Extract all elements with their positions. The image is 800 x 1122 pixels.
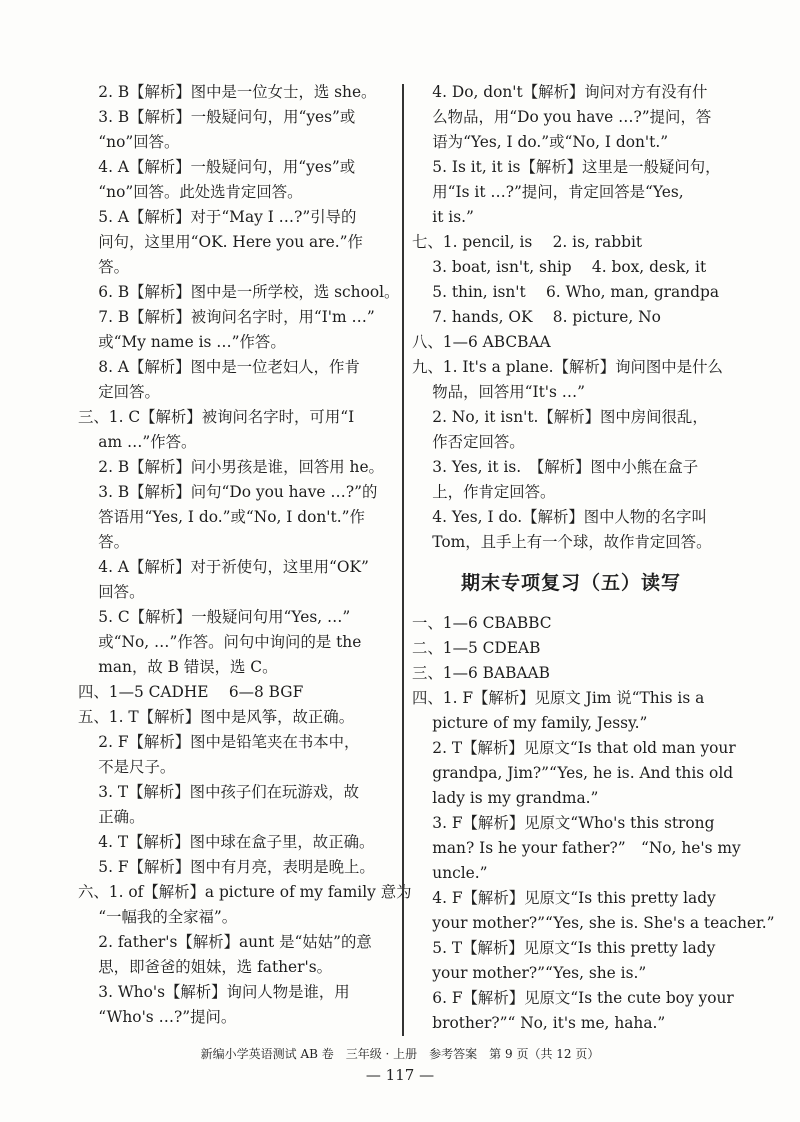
answer-line: 3. B【解析】一般疑问句，用“yes”或 (78, 108, 356, 126)
answer-line: 7. B【解析】被询问名字时，用“I'm …” (78, 308, 375, 326)
answer-line: 4. A【解析】对于祈使句，这里用“OK” (78, 558, 369, 576)
answer-line: 5. F【解析】图中有月亮，表明是晚上。 (78, 858, 375, 876)
answer-line: 四、1. F【解析】见原文 Jim 说“This is a (412, 689, 705, 707)
answer-line: 正确。 (78, 808, 145, 826)
answer-line: “Who's …?”提问。 (78, 1008, 237, 1026)
footer-info: 新编小学英语测试 AB 卷 三年级 · 上册 参考答案 第 9 页（共 12 页） (200, 1047, 600, 1061)
answer-line: lady is my grandma.” (412, 789, 599, 807)
answer-line: 7. hands, OK 8. picture, No (412, 308, 661, 326)
answer-line: 3. Yes, it is. 【解析】图中小熊在盒子 (412, 458, 699, 476)
answer-line: 4. F【解析】见原文“Is this pretty lady (412, 889, 716, 907)
section-heading: 期末专项复习（五）读写 (460, 572, 681, 594)
answer-line: “一幅我的全家福”。 (78, 908, 238, 926)
answer-line: 六、1. of【解析】a picture of my family 意为 (78, 883, 412, 901)
answer-line: 5. Is it, it is【解析】这里是一般疑问句， (412, 158, 721, 176)
answer-line: 5. T【解析】见原文“Is this pretty lady (412, 939, 716, 957)
answer-line: 3. T【解析】图中孩子们在玩游戏，故 (78, 783, 359, 801)
answer-line: 物品，回答用“It's …” (412, 383, 586, 401)
answer-line: 3. F【解析】见原文“Who's this strong (412, 814, 715, 832)
answer-line: your mother?”“Yes, she is. She's a teacher.” (412, 914, 775, 932)
answer-line: man，故 B 错误，选 C。 (78, 658, 278, 676)
answer-line: 七、1. pencil, is 2. is, rabbit (412, 233, 643, 251)
answer-line: “no”回答。此处选肯定回答。 (78, 183, 303, 201)
answer-line: 四、1—5 CADHE 6—8 BGF (78, 683, 304, 701)
answer-line: 3. B【解析】问句“Do you have …?”的 (78, 483, 378, 501)
answer-line: 不是尺子。 (78, 758, 176, 776)
answer-line: 上，作肯定回答。 (412, 483, 556, 501)
answer-line: 二、1—5 CDEAB (412, 639, 541, 657)
answer-line: “no”回答。 (78, 133, 180, 151)
left-column (78, 80, 412, 1030)
answer-line: 3. boat, isn't, ship 4. box, desk, it (412, 258, 707, 276)
answer-line: 2. F【解析】图中是铅笔夹在书本中， (78, 733, 360, 751)
answer-line: 问句，这里用“OK. Here you are.”作 (78, 233, 363, 251)
answer-line: it is.” (412, 208, 474, 226)
page-number: — 117 — (365, 1066, 435, 1084)
answer-line: 答。 (78, 533, 130, 551)
answer-line: 2. B【解析】图中是一位女士，选 she。 (78, 83, 377, 101)
answer-line: 6. B【解析】图中是一所学校，选 school。 (78, 283, 400, 301)
answer-line: 或“No, …”作答。问句中询问的是 the (78, 633, 362, 651)
answer-line: uncle.” (412, 864, 488, 882)
answer-line: 定回答。 (78, 383, 160, 401)
answer-line: 八、1—6 ABCBAA (412, 333, 551, 351)
answer-line: 2. T【解析】见原文“Is that old man your (412, 739, 736, 757)
answer-line: grandpa, Jim?”“Yes, he is. And this old (412, 764, 734, 782)
answer-line: picture of my family, Jessy.” (412, 714, 648, 732)
answer-line: 用“Is it …?”提问，肯定回答是“Yes, (412, 183, 684, 201)
answer-line: 2. No, it isn't.【解析】图中房间很乱， (412, 408, 708, 426)
answer-line: 4. A【解析】一般疑问句，用“yes”或 (78, 158, 356, 176)
answer-line: Tom，且手上有一个球，故作肯定回答。 (412, 533, 712, 551)
answer-line: 答语用“Yes, I do.”或“No, I don't.”作 (78, 508, 365, 526)
answer-line: 8. A【解析】图中是一位老妇人，作肯 (78, 358, 360, 376)
answer-line: 九、1. It's a plane.【解析】询问图中是什么 (412, 358, 723, 376)
column-divider (402, 84, 404, 1036)
answer-line: 五、1. T【解析】图中是风筝，故正确。 (78, 708, 355, 726)
right-column (412, 80, 775, 1036)
answer-line: 或“My name is …”作答。 (78, 333, 286, 351)
answer-line: brother?”“ No, it's me, haha.” (412, 1014, 666, 1032)
answer-line: 回答。 (78, 583, 145, 601)
answer-line: 4. Yes, I do.【解析】图中人物的名字叫 (412, 508, 707, 526)
answer-line: 4. Do, don't【解析】询问对方有没有什 (412, 83, 708, 101)
answer-line: 6. F【解析】见原文“Is the cute boy your (412, 989, 734, 1007)
answer-line: 三、1—6 BABAAB (412, 664, 550, 682)
answer-line: 2. B【解析】问小男孩是谁，回答用 he。 (78, 458, 384, 476)
answer-line: 作否定回答。 (412, 433, 525, 451)
answer-line: 一、1—6 CBABBC (412, 614, 552, 632)
answer-line: your mother?”“Yes, she is.” (412, 964, 647, 982)
answer-line: 答。 (78, 258, 130, 276)
answer-line: 三、1. C【解析】被询问名字时，可用“I (78, 408, 355, 426)
answer-line: 2. father's【解析】aunt 是“姑姑”的意 (78, 933, 372, 951)
answer-line: 5. C【解析】一般疑问句用“Yes, …” (78, 608, 351, 626)
answer-line: 3. Who's【解析】询问人物是谁，用 (78, 983, 350, 1001)
answer-line: 5. A【解析】对于“May I …?”引导的 (78, 208, 357, 226)
answer-line: am …”作答。 (78, 433, 197, 451)
answer-line: 语为“Yes, I do.”或“No, I don't.” (412, 133, 669, 151)
answer-line: 么物品，用“Do you have …?”提问，答 (412, 108, 712, 126)
answer-line: man? Is he your father?” “No, he's my (412, 839, 741, 857)
answer-line: 4. T【解析】图中球在盒子里，故正确。 (78, 833, 375, 851)
answer-line: 思，即爸爸的姐妹，选 father's。 (78, 958, 333, 976)
answer-line: 5. thin, isn't 6. Who, man, grandpa (412, 283, 720, 301)
